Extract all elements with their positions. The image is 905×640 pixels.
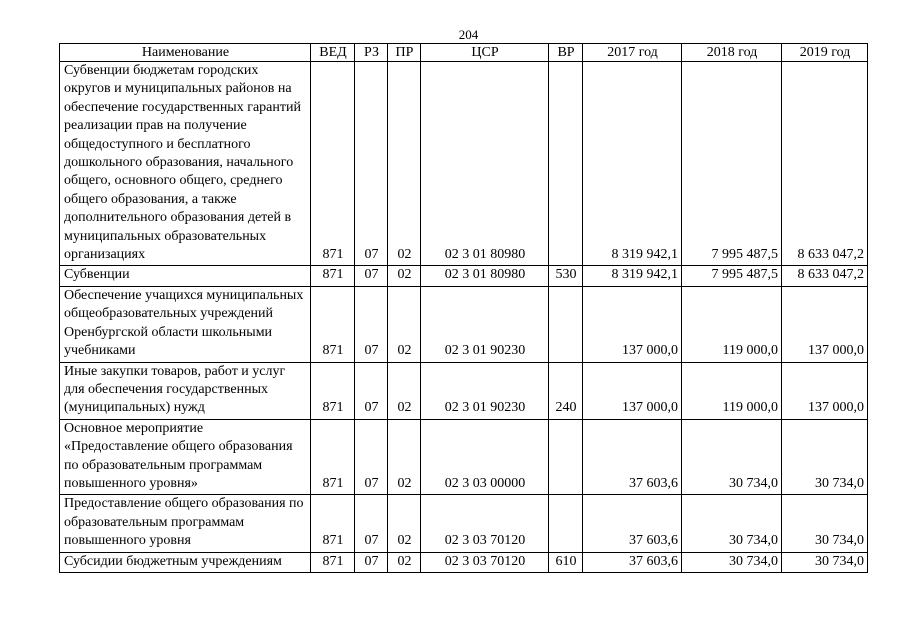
table-row [60,266,868,286]
row-name-cell: Субсидии бюджетным учреждениям [60,552,311,572]
row-ved-cell: 871 [311,552,355,572]
row-name-cell: Основное мероприятие «Предоставление общего образования по образовательным программам повышенного уровня» [60,419,311,495]
header-2017: 2017 год [583,44,682,62]
row-2017-cell: 137 000,0 [583,286,682,362]
row-ved-cell: 871 [311,495,355,552]
row-rz-cell: 07 [355,419,388,495]
header-csr: ЦСР [421,44,549,62]
header-vr: ВР [549,44,583,62]
row-2018-cell: 30 734,0 [682,552,782,572]
row-2017-cell: 8 319 942,1 [583,266,682,286]
row-rz-cell: 07 [355,286,388,362]
row-2019-cell: 30 734,0 [782,419,868,495]
row-name-cell: Обеспечение учащихся муниципальных общеобразовательных учреждений Оренбургской области школьными учебниками [60,286,311,362]
row-pr-cell: 02 [388,419,421,495]
row-2017-cell: 37 603,6 [583,552,682,572]
header-row [60,44,868,62]
header-rz: РЗ [355,44,388,62]
header-2018: 2018 год [682,44,782,62]
row-rz-cell: 07 [355,266,388,286]
row-ved-cell: 871 [311,419,355,495]
table-row [60,362,868,419]
row-csr-cell: 02 3 01 90230 [421,362,549,419]
row-2017-cell: 37 603,6 [583,419,682,495]
row-name-cell: Субвенции [60,266,311,286]
row-ved-cell: 871 [311,286,355,362]
row-2017-cell: 137 000,0 [583,362,682,419]
row-vr-cell: 240 [549,362,583,419]
row-vr-cell [549,495,583,552]
row-rz-cell: 07 [355,362,388,419]
row-pr-cell: 02 [388,552,421,572]
row-vr-cell: 610 [549,552,583,572]
budget-table [59,43,868,573]
row-csr-cell: 02 3 01 90230 [421,286,549,362]
table-row [60,62,868,266]
row-2019-cell: 30 734,0 [782,552,868,572]
row-2019-cell: 8 633 047,2 [782,266,868,286]
row-csr-cell: 02 3 03 70120 [421,495,549,552]
row-pr-cell: 02 [388,286,421,362]
row-pr-cell: 02 [388,362,421,419]
page-number: 204 [458,27,479,42]
header-2019: 2019 год [782,44,868,62]
table-row [60,286,868,362]
header-name: Наименование [60,44,311,62]
row-name-cell: Иные закупки товаров, работ и услуг для обеспечения государственных (муниципальных) нужд [60,362,311,419]
row-2019-cell: 30 734,0 [782,495,868,552]
row-name-cell: Предоставление общего образования по образовательным программам повышенного уровня [60,495,311,552]
row-2018-cell: 7 995 487,5 [682,62,782,266]
row-2018-cell: 30 734,0 [682,419,782,495]
row-vr-cell [549,62,583,266]
row-2018-cell: 7 995 487,5 [682,266,782,286]
row-rz-cell: 07 [355,552,388,572]
row-2019-cell: 137 000,0 [782,286,868,362]
row-2017-cell: 37 603,6 [583,495,682,552]
row-2017-cell: 8 319 942,1 [583,62,682,266]
row-2018-cell: 119 000,0 [682,286,782,362]
row-csr-cell: 02 3 03 00000 [421,419,549,495]
table-row [60,552,868,572]
table-row [60,419,868,495]
table-body [60,62,868,573]
header-pr: ПР [388,44,421,62]
row-name-cell: Субвенции бюджетам городских округов и муниципальных районов на обеспечение государственных гарантий реализации прав на получение общедоступного и бесплатного дошкольного образования, начального общего, основного общего, среднего общего образования, а также дополнительного образования детей в муниципальных образовательных организациях [60,62,311,266]
row-ved-cell: 871 [311,362,355,419]
row-vr-cell: 530 [549,266,583,286]
row-pr-cell: 02 [388,266,421,286]
row-2019-cell: 8 633 047,2 [782,62,868,266]
row-csr-cell: 02 3 01 80980 [421,266,549,286]
row-rz-cell: 07 [355,495,388,552]
row-pr-cell: 02 [388,62,421,266]
row-csr-cell: 02 3 01 80980 [421,62,549,266]
row-2018-cell: 119 000,0 [682,362,782,419]
row-ved-cell: 871 [311,266,355,286]
row-vr-cell [549,286,583,362]
row-2018-cell: 30 734,0 [682,495,782,552]
header-ved: ВЕД [311,44,355,62]
row-vr-cell [549,419,583,495]
table-row [60,495,868,552]
row-ved-cell: 871 [311,62,355,266]
row-2019-cell: 137 000,0 [782,362,868,419]
row-rz-cell: 07 [355,62,388,266]
row-pr-cell: 02 [388,495,421,552]
row-csr-cell: 02 3 03 70120 [421,552,549,572]
